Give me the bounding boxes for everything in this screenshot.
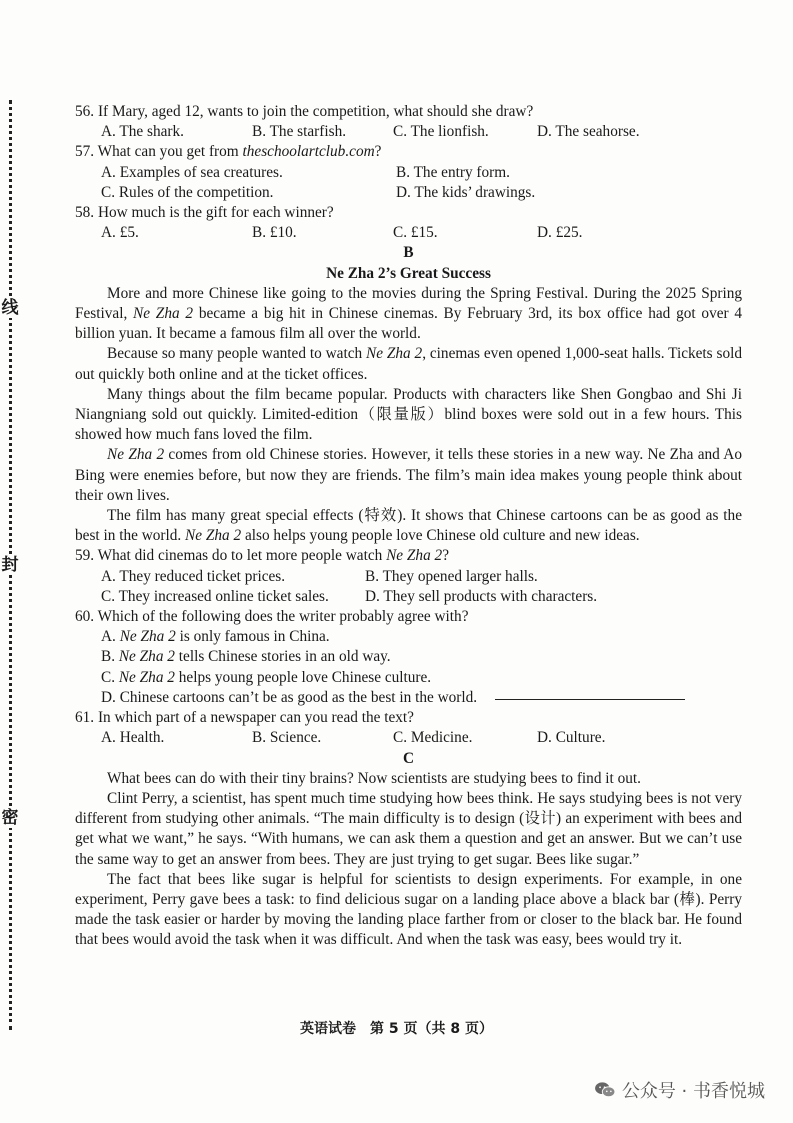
binding-char-mi: 密 <box>1 808 19 828</box>
option-a: A. Health. <box>101 729 165 747</box>
option-a: A. £5. <box>101 224 139 242</box>
binding-char-xian: 线 <box>1 298 19 318</box>
option-d: D. The seahorse. <box>537 123 640 141</box>
option-d: D. The kids’ drawings. <box>396 183 536 201</box>
option-c: C. Rules of the competition. <box>101 183 274 201</box>
question-stem: 61. In which part of a newspaper can you read the text? <box>75 709 414 727</box>
option-c: C. The lionfish. <box>393 123 489 141</box>
passage-b-paragraph-3: Many things about the film became popular. Products with characters like Shen Gongbao and Shi Ji Niangniang sold out quickly. Limited-edition（限量版）blind boxes were sold out in a few hours. This showed how much fans loved the film. <box>75 385 742 444</box>
option-d: D. £25. <box>537 224 583 242</box>
binding-margin <box>0 100 24 1030</box>
answer-line <box>495 698 685 700</box>
question-61 <box>75 708 742 748</box>
question-58 <box>75 203 742 243</box>
passage-title: Ne Zha 2’s Great Success <box>326 264 491 282</box>
passage-c-paragraph-1: What bees can do with their tiny brains? Now scientists are studying bees to find it out. <box>107 769 642 787</box>
binding-char-feng: 封 <box>1 555 19 575</box>
question-stem: 57. What can you get from theschoolartclub.com? <box>75 143 382 161</box>
exam-content <box>75 102 742 951</box>
option-a: A. Examples of sea creatures. <box>101 163 283 181</box>
wechat-icon <box>594 1081 616 1099</box>
option-d: D. They sell products with characters. <box>365 587 598 605</box>
passage-c-paragraph-2: Clint Perry, a scientist, has spent much time studying how bees think. He says studying bees is not very different from studying other animals. “The main difficulty is to design (设计) an experiment with bees and get what we want,” he says. “With humans, we can ask them a question and get an answer. But we can’t use the same way to get an answer from bees. They are just trying to get sugar. Bees like sugar.” <box>75 789 742 868</box>
option-c: C. £15. <box>393 224 438 242</box>
option-c: C. Ne Zha 2 helps young people love Chinese culture. <box>101 668 432 686</box>
option-c: C. Medicine. <box>393 729 473 747</box>
question-stem: 59. What did cinemas do to let more people watch Ne Zha 2? <box>75 547 449 565</box>
option-b: B. The starfish. <box>252 123 347 141</box>
watermark-text: 公众号 · 书香悦城 <box>621 1081 765 1102</box>
question-60 <box>75 607 742 708</box>
passage-b-paragraph-1: More and more Chinese like going to the movies during the Spring Festival. During the 2025 Spring Festival, Ne Zha 2 became a big hit in Chinese cinemas. By February 3rd, its box office had got over 4 billion yuan. It became a famous film all over the world. <box>75 284 743 343</box>
watermark <box>594 1077 765 1103</box>
question-stem: 60. Which of the following does the writer probably agree with? <box>75 608 469 626</box>
passage-b-paragraph-5: The film has many great special effects (特效). It shows that Chinese cartoons can be as good as the best in the world. Ne Zha 2 also helps young people love Chinese old culture and new ideas. <box>75 507 742 545</box>
option-a: A. They reduced ticket prices. <box>101 567 286 585</box>
page-footer: 英语试卷 第 5 页（共 8 页） <box>300 1021 493 1037</box>
option-d: D. Chinese cartoons can’t be as good as the best in the world. <box>75 688 742 708</box>
question-56 <box>75 102 742 142</box>
question-59 <box>75 546 742 607</box>
question-57 <box>75 142 742 203</box>
option-a: A. Ne Zha 2 is only famous in China. <box>101 628 330 646</box>
question-stem: 58. How much is the gift for each winner? <box>75 204 334 222</box>
passage-b-paragraph-4: Ne Zha 2 comes from old Chinese stories. However, it tells these stories in a new way. Ne Zha and Ao Bing were enemies before, but now they are friends. The film’s main idea makes young people think about their own lives. <box>75 446 742 504</box>
option-c: C. They increased online ticket sales. <box>101 587 329 605</box>
option-a: A. The shark. <box>101 123 184 141</box>
option-d: D. Culture. <box>537 729 606 747</box>
website-name: theschoolartclub.com <box>242 143 375 161</box>
option-b: B. Ne Zha 2 tells Chinese stories in an old way. <box>101 648 391 666</box>
question-stem: 56. If Mary, aged 12, wants to join the competition, what should she draw? <box>75 103 534 120</box>
passage-b-paragraph-2: Because so many people wanted to watch Ne Zha 2, cinemas even opened 1,000-seat halls. Tickets sold out quickly both online and at the ticket offices. <box>75 345 742 383</box>
passage-c-paragraph-3: The fact that bees like sugar is helpful for scientists to design experiments. For example, in one experiment, Perry gave bees a task: to find delicious sugar on a landing place above a black bar (棒). Perry made the task easier or harder by moving the landing place farther from or closer to the black bar. He found that bees would avoid the task when it was difficult. And when the task was easy, bees would try it. <box>75 870 742 949</box>
section-b-label: B <box>403 244 414 262</box>
option-b: B. £10. <box>252 224 297 242</box>
option-b: B. The entry form. <box>396 163 510 181</box>
section-c-label: C <box>402 749 415 767</box>
option-b: B. Science. <box>252 729 322 747</box>
option-b: B. They opened larger halls. <box>365 567 538 585</box>
